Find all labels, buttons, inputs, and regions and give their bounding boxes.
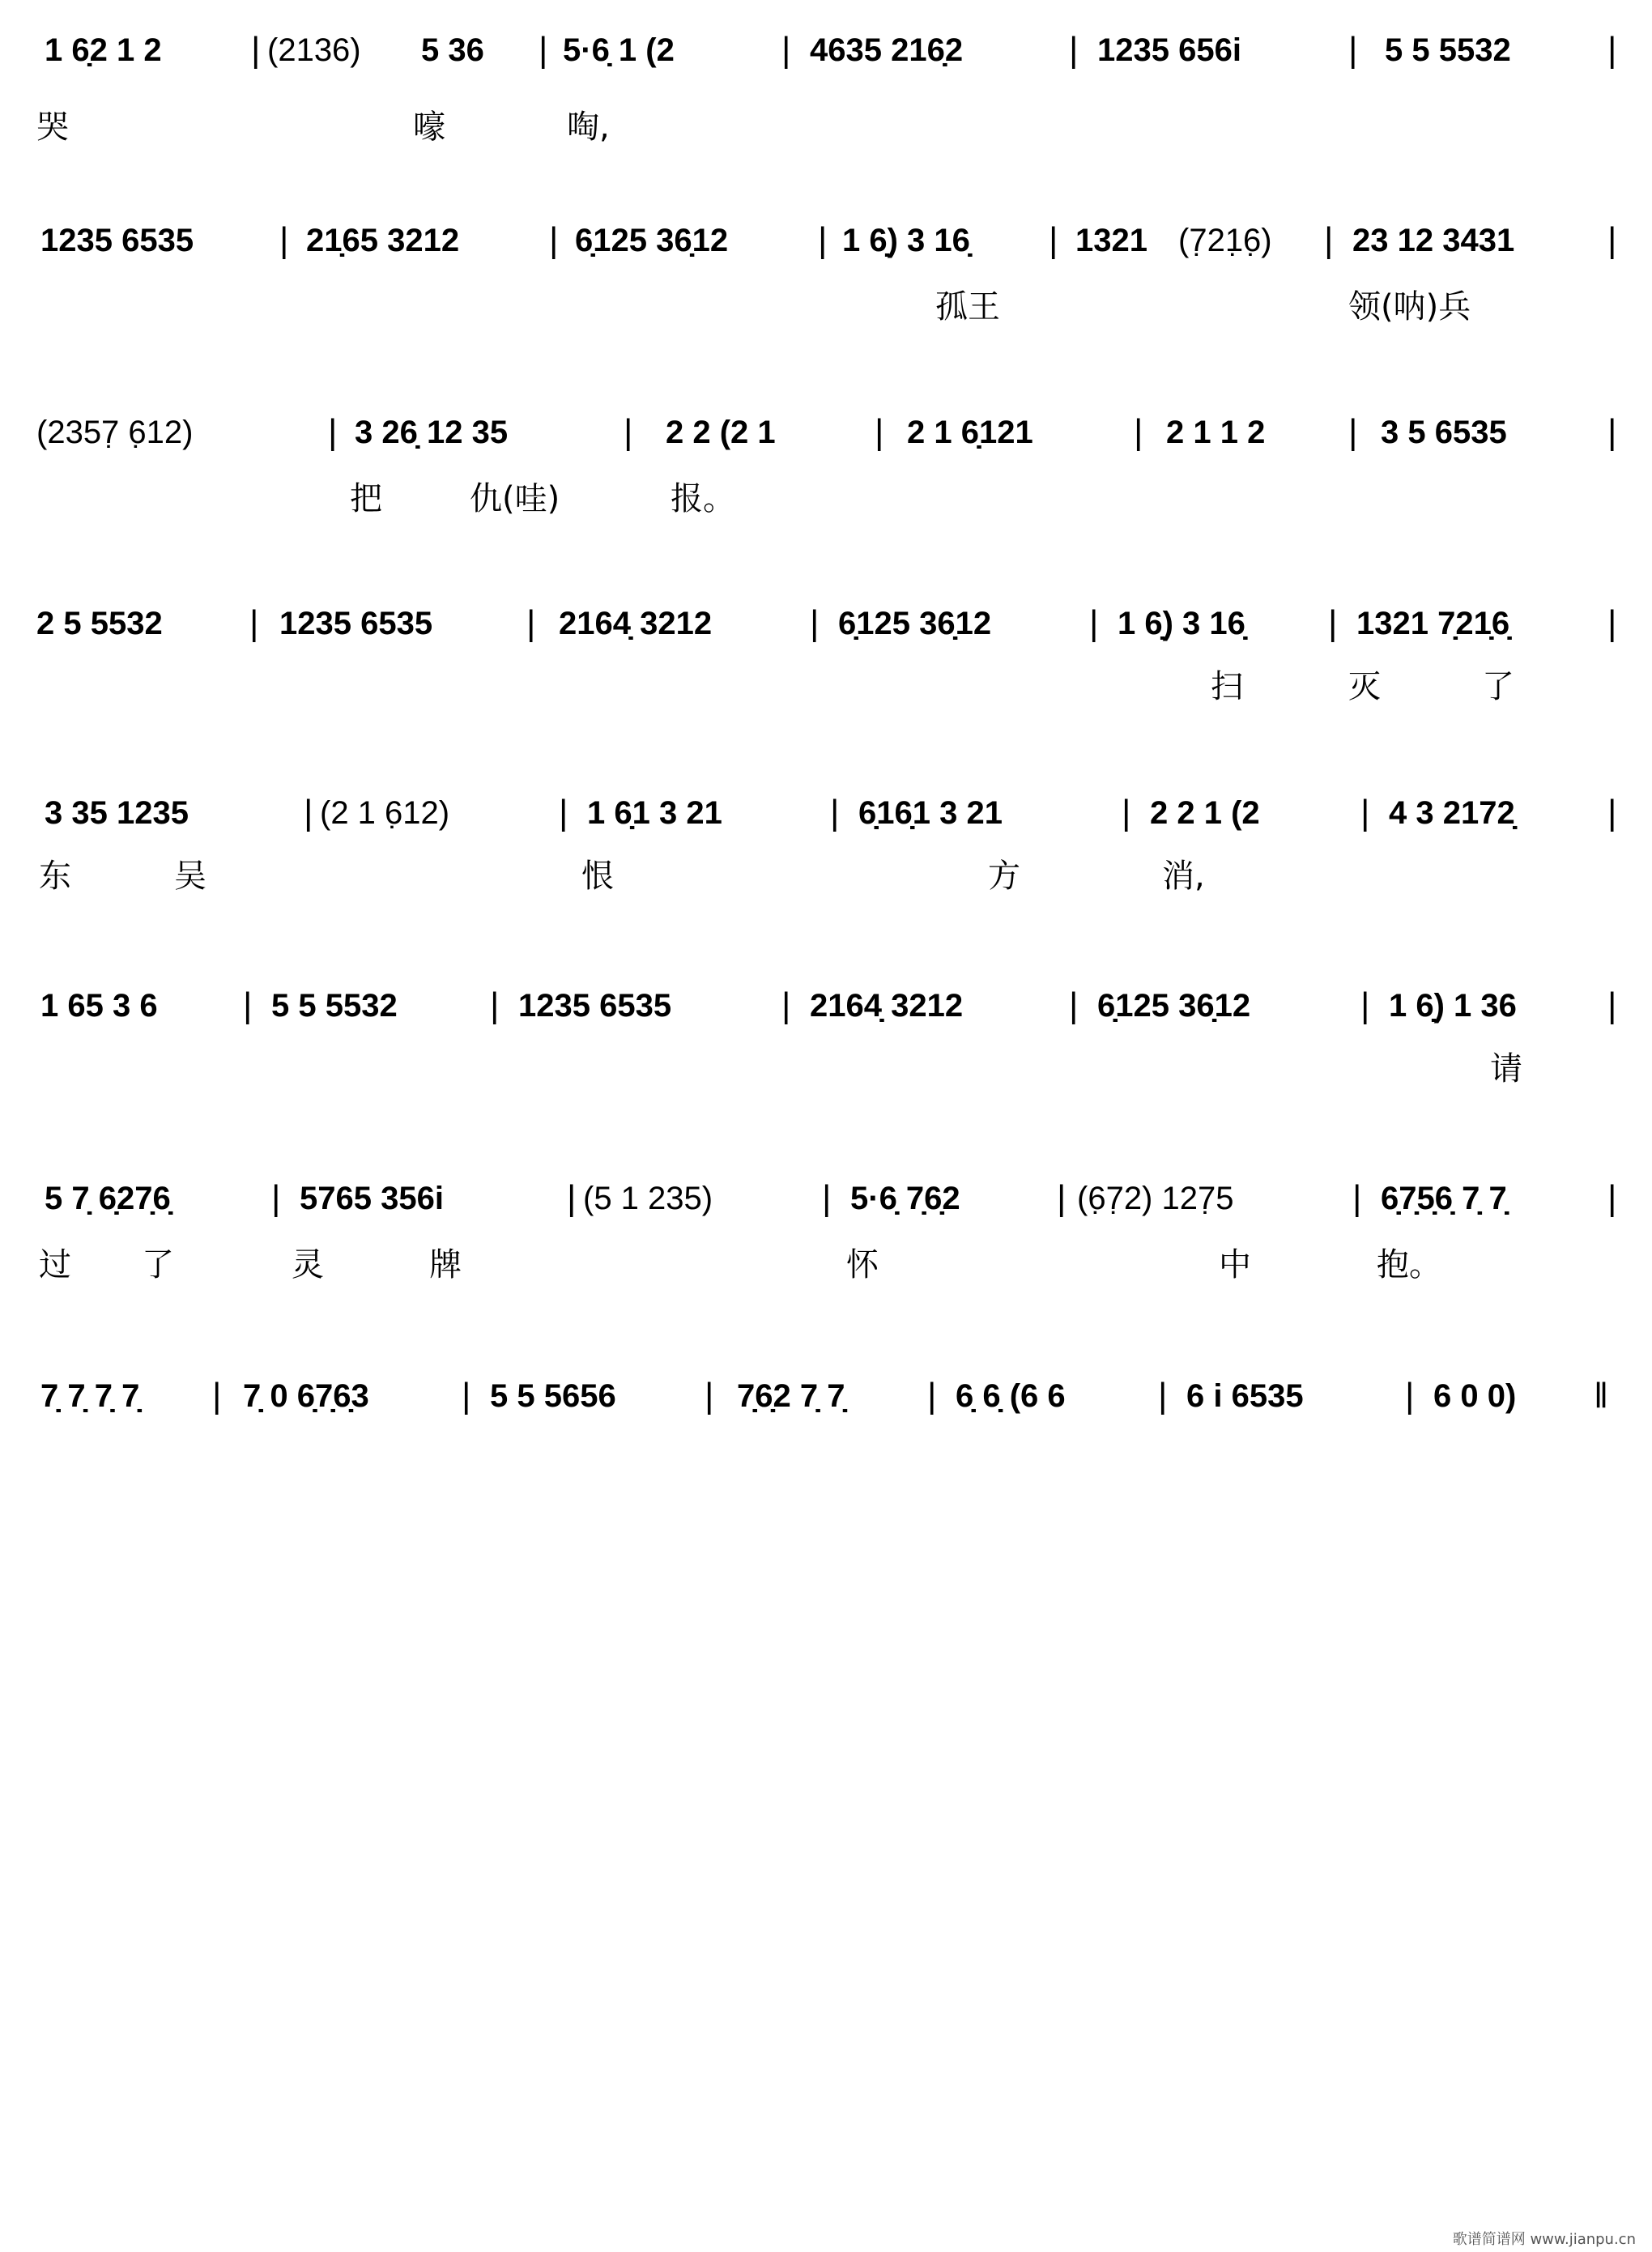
lyric: 灭 [1348,668,1381,705]
notation-group: 2164̣ 3212 [559,606,713,641]
lyric: 仇(哇) [470,480,560,517]
lyric: 方 [988,858,1020,895]
barline: | [1352,1178,1362,1218]
barline: | [781,986,791,1025]
barline: | [251,30,261,70]
barline: | [1324,220,1334,260]
notation-group: 5 36 [421,32,484,68]
notation-group: 1 6̣) 1 36 [1389,988,1517,1024]
barline: | [822,1178,832,1218]
notation-group: 1321 [1075,223,1147,258]
notation-group: 2 5 5532 [36,606,163,641]
barline: | [1328,603,1338,643]
lyric: 了 [142,1246,174,1284]
notation-group: 5·6̣ 1 (2 [563,32,675,68]
lyric: 中 [1219,1246,1251,1284]
barline: | [1405,1376,1415,1415]
barline: | [1360,986,1370,1025]
notation-group: 6̣125 36̣12 [575,223,729,258]
lyric: 嚎 [413,109,445,146]
notation-group: 3 35 1235 [45,795,189,831]
lyric: 啕, [567,109,610,146]
notation-group: (7̣21̣6̣) [1178,223,1272,258]
lyric: 过 [39,1246,71,1284]
lyric: 孤王 [935,288,1000,326]
barline: | [304,793,313,832]
notation-group: 5 5 5656 [490,1378,616,1414]
notation-group: (2357̣ 6̣12) [36,415,194,450]
barline: | [1158,1376,1168,1415]
barline: | [249,603,259,643]
notation-group: (6̣7̣2) 127̣5 [1077,1181,1234,1216]
barline: | [1089,603,1099,643]
notation-group: 5 5 5532 [271,988,398,1024]
barline: | [1607,220,1617,260]
notation-group: (5 1 235) [583,1181,713,1216]
barline: | [559,793,568,832]
barline: | [875,412,884,452]
notation-group: 1 6̣) 3 16̣ [842,223,970,258]
barline: | [279,220,289,260]
notation-group: 6̣16̣1 3 21 [858,795,1003,831]
notation-group: 3 26̣ 12 35 [355,415,509,450]
notation-group: 5765 356i [300,1181,444,1216]
barline: | [567,1178,577,1218]
barline: | [810,603,820,643]
lyric: 领(呐)兵 [1348,288,1471,326]
watermark: 歌谱简谱网 www.jianpu.cn [1452,2231,1636,2248]
notation-group: 3 5 6535 [1381,415,1507,450]
barline: | [781,30,791,70]
barline: | [243,986,253,1025]
barline: | [1360,793,1370,832]
notation-group: 23 12 3431 [1352,223,1515,258]
notation-group: 7̣6̣2 7̣ 7̣ [737,1378,845,1414]
notation-group: 7̣ 7̣ 7̣ 7̣ [40,1378,140,1414]
lyric: 扫 [1211,668,1243,705]
notation-group: (2136) [267,32,361,68]
notation-group: 1321 7̣21̣6̣ [1356,606,1510,641]
notation-group: 1 65 3 6 [40,988,158,1024]
barline: | [490,986,500,1025]
notation-group: 1235 6535 [518,988,672,1024]
notation-group: 1 6̣1 3 21 [587,795,722,831]
barline: | [818,220,828,260]
barline: | [624,412,633,452]
lyric: 报。 [671,480,735,517]
notation-group: 5 5 5532 [1385,32,1511,68]
lyric: 把 [350,480,382,517]
notation-group: 2164̣ 3212 [810,988,964,1024]
barline: | [1607,1178,1617,1218]
notation-group: 5·6̣ 7̣6̣2 [850,1181,960,1216]
barline: | [1069,986,1079,1025]
notation-group: 6 0 0) [1433,1378,1517,1414]
barline: | [1049,220,1058,260]
barline: | [1122,793,1131,832]
notation-group: 6̣ 6̣ (6 6 [956,1378,1066,1414]
notation-group: 6̣125 36̣12 [1097,988,1251,1024]
lyric: 灵 [292,1246,324,1284]
barline: | [1057,1178,1067,1218]
barline: | [830,793,840,832]
notation-group: 5 7̣ 6̣27̣6̣ [45,1181,171,1216]
lyric: 哭 [36,109,69,146]
lyric: 请 [1490,1050,1522,1088]
final-barline: ‖ [1594,1376,1609,1415]
barline: | [927,1376,937,1415]
barline: | [1607,603,1617,643]
barline: | [1069,30,1079,70]
barline: | [526,603,536,643]
notation-group: 1235 6535 [40,223,194,258]
barline: | [328,412,338,452]
notation-group: 21̣65 3212 [306,223,460,258]
notation-group: 4 3 2172̣ [1389,795,1515,831]
barline: | [1348,412,1358,452]
notation-group: 7̣ 0 6̣7̣6̣3 [243,1378,369,1414]
notation-group: 6̣125 36̣12 [838,606,992,641]
barline: | [539,30,548,70]
lyric: 牌 [429,1246,462,1284]
barline: | [1607,986,1617,1025]
notation-group: 2 1 6̣121 [907,415,1033,450]
lyric: 了 [1482,668,1514,705]
lyric: 抱。 [1377,1246,1441,1284]
barline: | [1607,30,1617,70]
notation-group: 2 2 1 (2 [1150,795,1260,831]
lyric: 恨 [581,858,614,895]
notation-group: 2 2 (2 1 [666,415,776,450]
notation-group: (2 1 6̣12) [320,795,450,831]
barline: | [462,1376,471,1415]
notation-group: 1 6̣) 3 16̣ [1118,606,1245,641]
barline: | [212,1376,222,1415]
barline: | [271,1178,281,1218]
lyric: 消, [1162,858,1205,895]
notation-group: 1 6̣2 1 2 [45,32,162,68]
notation-group: 2 1 1 2 [1166,415,1266,450]
notation-group: 1235 6535 [279,606,433,641]
lyric: 东 [39,858,71,895]
lyric: 吴 [174,858,206,895]
notation-group: 6 i 6535 [1186,1378,1304,1414]
notation-group: 1235 656i [1097,32,1241,68]
barline: | [1607,793,1617,832]
notation-group: 4635 216̣2 [810,32,964,68]
barline: | [705,1376,714,1415]
notation-group: 6̣7̣5̣6̣ 7̣ 7̣ [1381,1181,1507,1216]
lyric: 怀 [846,1246,879,1284]
barline: | [1348,30,1358,70]
barline: | [549,220,559,260]
barline: | [1607,412,1617,452]
barline: | [1134,412,1143,452]
